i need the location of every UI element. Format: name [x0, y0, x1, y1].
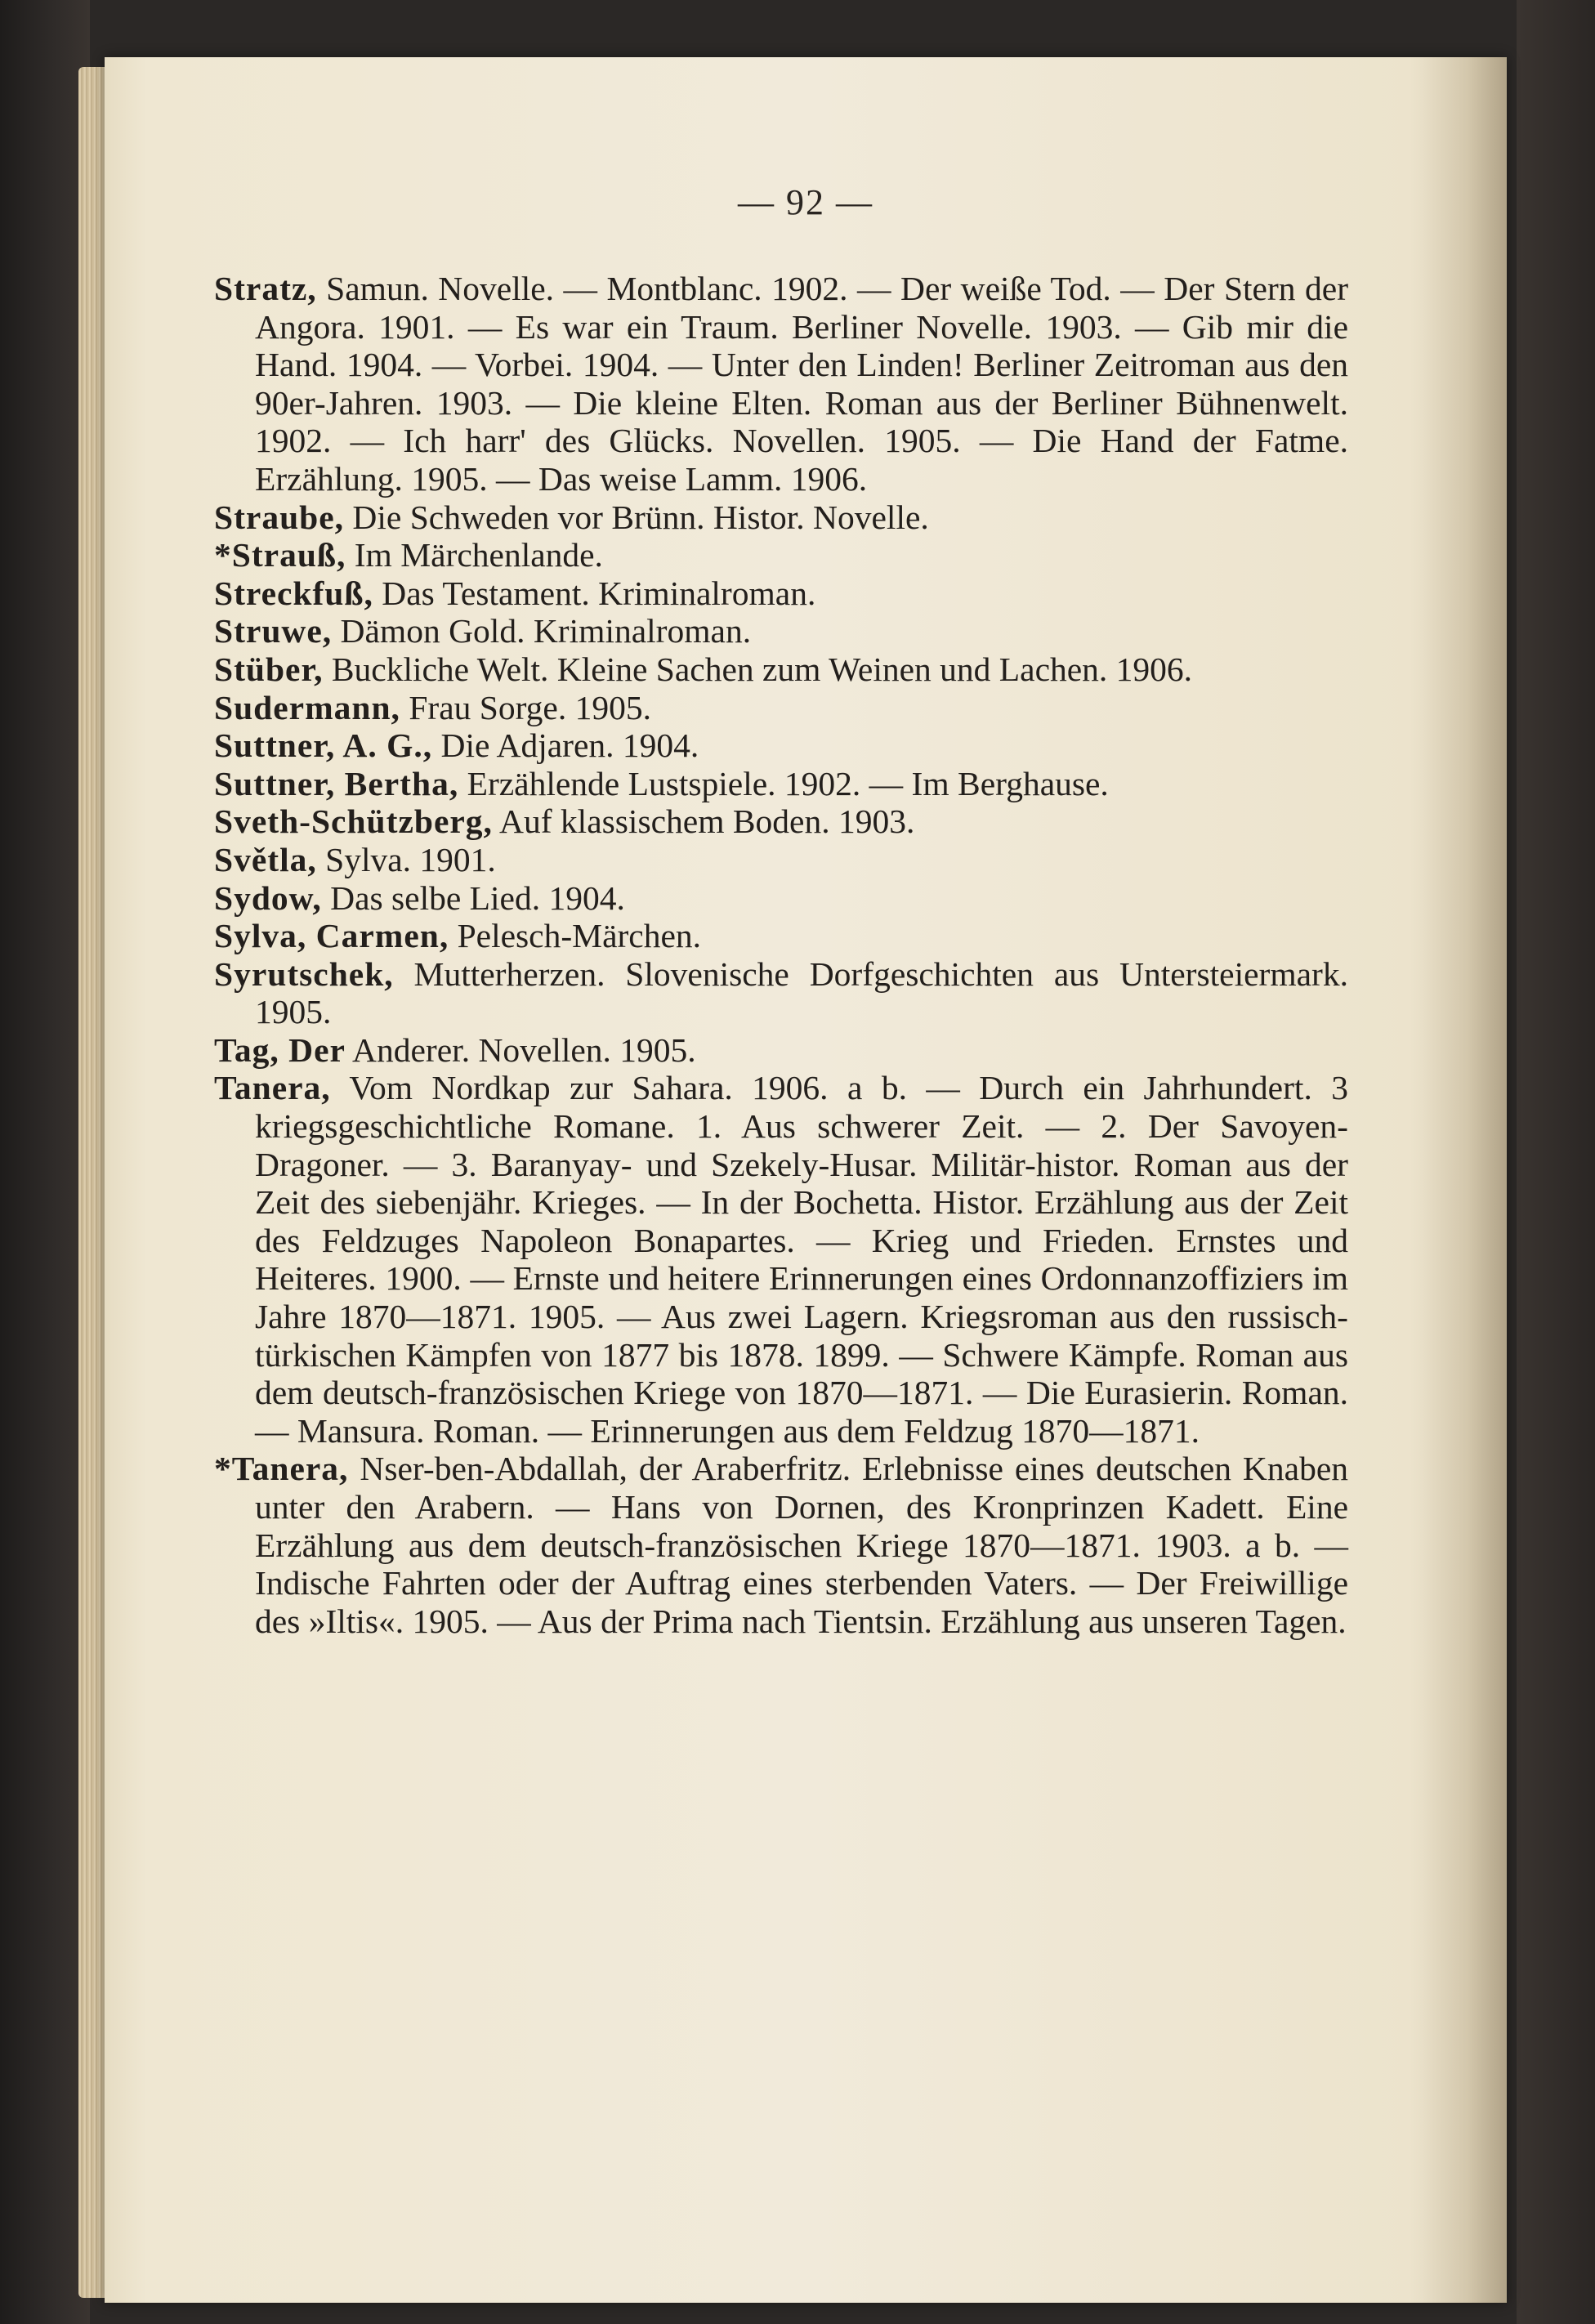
catalog-listing	[214, 270, 1348, 1640]
entry-text: Sylva. 1901.	[325, 840, 496, 878]
entry-author: Sudermann,	[214, 688, 400, 726]
entry-text: Frau Sorge. 1905.	[409, 688, 651, 726]
entry-author: Struwe,	[214, 612, 333, 650]
entry-author: Streckfuß,	[214, 574, 373, 612]
entry-text: Mutterherzen. Slovenische Dorfgeschichten aus Untersteiermark. 1905.	[255, 954, 1348, 1031]
catalog-entry	[214, 1450, 1348, 1640]
entry-author: Suttner, Bertha,	[214, 764, 459, 802]
entry-author: *Strauß,	[214, 536, 346, 574]
entry-text: Die Adjaren. 1904.	[440, 726, 699, 765]
entry-author: Tag, Der	[214, 1030, 346, 1069]
entry-text: Das Testament. Kriminalroman.	[382, 574, 816, 612]
catalog-entry	[214, 574, 1348, 613]
page-gutter-shadow	[1409, 57, 1507, 2303]
entry-text: Pelesch-Märchen.	[457, 917, 702, 955]
entry-text: Samun. Novelle. — Montblanc. 1902. — Der weiße Tod. — Der Stern der Angora. 1901. — Es war ein Traum. Berliner Novelle. 1903. — Gib mir die Hand. 1904. — Vorbei. 1904. — Unter den Linden! Berliner Zeitroman aus den 90er-Jahren. 1903. — Die kleine Elten. Roman aus der Berliner Bühnenwelt. 1902. — Ich harr' des Glücks. Novellen. 1905. — Die Hand der Fatme. Erzählung. 1905. — Das weise Lamm. 1906.	[255, 270, 1349, 498]
catalog-entry	[214, 955, 1348, 1031]
catalog-entry	[214, 917, 1348, 955]
entry-author: Straube,	[214, 498, 345, 536]
page-number: — 92 —	[738, 182, 873, 222]
entry-author: Suttner, A. G.,	[214, 726, 433, 765]
catalog-entry	[214, 270, 1348, 498]
entry-text: Buckliche Welt. Kleine Sachen zum Weinen und Lachen. 1906.	[331, 650, 1193, 688]
entry-author: Světla,	[214, 840, 317, 878]
entry-text: Dämon Gold. Kriminalroman.	[340, 612, 752, 650]
entry-text: Das selbe Lied. 1904.	[330, 878, 625, 917]
entry-author: *Tanera,	[214, 1450, 349, 1488]
entry-author: Tanera,	[214, 1069, 331, 1107]
desk-background-right	[1517, 0, 1595, 2324]
entry-text: Die Schweden vor Brünn. Histor. Novelle.	[352, 498, 929, 536]
desk-background-left	[0, 0, 90, 2324]
entry-author: Stratz,	[214, 270, 317, 307]
catalog-entry	[214, 689, 1348, 727]
entry-text: Im Märchenlande.	[354, 536, 603, 574]
entry-text: Nser-ben-Abdallah, der Araberfritz. Erlebnisse eines deutschen Knaben unter den Arabern. — Hans von Dornen, des Kronprinzen Kadett. Eine Erzählung aus dem deutsch-französischen Kriege 1870—1871. 1903. a b. — Indische Fahrten oder der Auftrag eines sterbenden Vaters. — Der Freiwillige des »Iltis«. 1905. — Aus der Prima nach Tientsin. Erzählung aus unseren Tagen.	[255, 1450, 1348, 1640]
catalog-entry	[214, 612, 1348, 650]
entry-author: Sydow,	[214, 878, 322, 917]
catalog-entry	[214, 802, 1348, 841]
catalog-entry	[214, 765, 1348, 803]
catalog-entry	[214, 498, 1348, 537]
catalog-entry	[214, 726, 1348, 765]
entry-author: Sylva, Carmen,	[214, 917, 449, 955]
entry-text: Erzählende Lustspiele. 1902. — Im Berghause.	[467, 764, 1109, 802]
catalog-entry	[214, 536, 1348, 574]
catalog-entry	[214, 650, 1348, 689]
entry-author: Sveth-Schützberg,	[214, 802, 493, 841]
catalog-entry	[214, 1069, 1348, 1450]
entry-author: Stüber,	[214, 650, 324, 688]
entry-text: Auf klassischem Boden. 1903.	[499, 802, 915, 841]
catalog-entry	[214, 841, 1348, 879]
entry-author: Syrutschek,	[214, 954, 394, 993]
entry-text: Anderer. Novellen. 1905.	[352, 1030, 696, 1069]
entry-text: Vom Nordkap zur Sahara. 1906. a b. — Durch ein Jahrhundert. 3 kriegsgeschichtliche Romane. 1. Aus schwerer Zeit. — 2. Der Savoyen-Dragoner. — 3. Baranyay- und Szekely-Husar. Militär-histor. Roman aus der Zeit des siebenjähr. Krieges. — In der Bochetta. Histor. Erzählung aus der Zeit des Feldzuges Napoleon Bonapartes. — Krieg und Frieden. Ernstes und Heiteres. 1900. — Ernste und heitere Erinnerungen eines Ordonnanzoffiziers im Jahre 1870—1871. 1905. — Aus zwei Lagern. Kriegsroman aus den russisch-türkischen Kämpfen von 1877 bis 1878. 1899. — Schwere Kämpfe. Roman aus dem deutsch-französischen Kriege von 1870—1871. — Die Eurasierin. Roman. — Mansura. Roman. — Erinnerungen aus dem Feldzug 1870—1871.	[255, 1069, 1348, 1450]
catalog-entry	[214, 879, 1348, 918]
catalog-entry	[214, 1031, 1348, 1070]
